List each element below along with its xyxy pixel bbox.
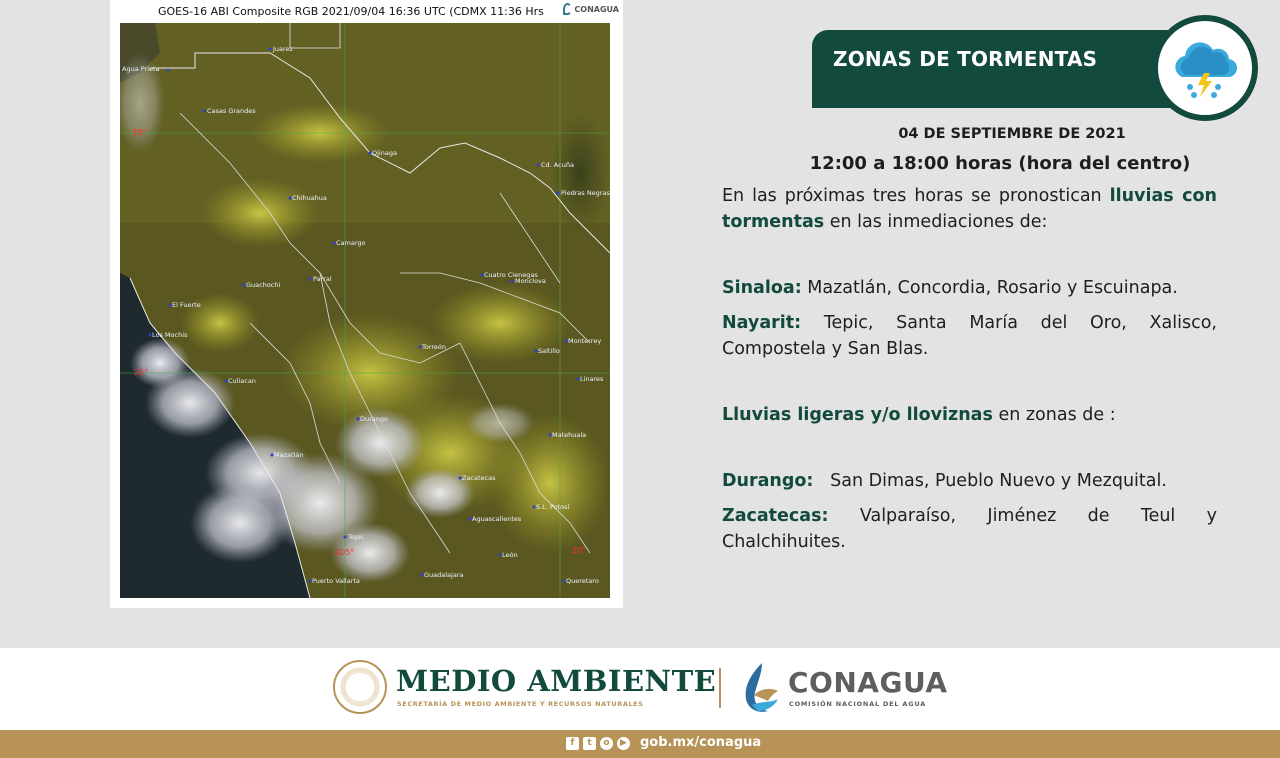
bottom-bar — [0, 730, 1280, 758]
social-links — [566, 737, 630, 750]
svg-text:Torreón: Torreón — [422, 343, 447, 351]
region-places: Mazatlán, Concordia, Rosario y Escuinapa. — [801, 278, 1178, 298]
svg-text:Saltillo: Saltillo — [538, 347, 560, 355]
intro-tail: en las inmediaciones de: — [824, 212, 1048, 232]
region-places: Tepic, Santa María del Oro, Xalisco, Compostela y San Blas. — [722, 313, 1217, 359]
footer — [0, 648, 1280, 730]
city-casas-grandes — [203, 107, 257, 115]
page-title: ZONAS DE TORMENTAS — [833, 47, 1098, 71]
storm-highlight: lluvias con tormentas — [722, 186, 1217, 232]
satellite-map — [120, 23, 610, 598]
coord-lat20: 20° — [572, 546, 587, 555]
svg-text:El Fuerte: El Fuerte — [172, 301, 201, 309]
svg-text:Agua Prieta: Agua Prieta — [122, 65, 160, 73]
twitter-icon[interactable]: t — [583, 737, 596, 750]
city-guadalajara — [421, 571, 464, 579]
city-leon — [499, 551, 518, 559]
city-monterrey — [565, 337, 602, 345]
city-el-fuerte — [169, 301, 201, 309]
light-region-zacatecas — [722, 503, 1217, 555]
satellite-conagua-logo — [563, 3, 619, 15]
svg-text:Parral: Parral — [313, 275, 332, 283]
national-seal-icon — [333, 660, 387, 714]
svg-text:Camargo: Camargo — [336, 239, 366, 247]
forecast-date: 04 DE SEPTIEMBRE DE 2021 — [898, 126, 1126, 142]
satellite-caption: GOES-16 ABI Composite RGB 2021/09/04 16:36 UTC (CDMX 11:36 Hrs — [158, 5, 544, 18]
city-guachochi — [243, 281, 281, 289]
city-juarez — [269, 45, 294, 53]
svg-text:Culiacan: Culiacan — [228, 377, 256, 385]
svg-text:Matehuala: Matehuala — [552, 431, 587, 439]
city-monclova — [511, 277, 546, 285]
city-mazatlan — [271, 451, 304, 459]
light-rain-highlight: Lluvias ligeras y/o lloviznas — [722, 405, 993, 425]
region-places: San Dimas, Pueblo Nuevo y Mezquital. — [813, 471, 1167, 491]
storm-region-nayarit — [722, 310, 1217, 362]
instagram-icon[interactable]: o — [600, 737, 613, 750]
svg-text:Durango: Durango — [360, 415, 389, 423]
coord-lon105: -105° — [332, 548, 355, 557]
svg-text:Monterrey: Monterrey — [568, 337, 602, 345]
coord-lat25: 25° — [134, 368, 149, 377]
region-state: Nayarit: — [722, 313, 802, 333]
satellite-panel — [110, 0, 623, 608]
svg-text:Ojinaga: Ojinaga — [372, 149, 397, 157]
city-camargo — [333, 239, 366, 247]
facebook-icon[interactable]: f — [566, 737, 579, 750]
light-region-durango — [722, 468, 1217, 494]
semarnat-name: MEDIO AMBIENTE — [396, 664, 717, 698]
storm-badge — [1152, 15, 1258, 121]
svg-text:Mazatlán: Mazatlán — [274, 451, 304, 459]
city-zacatecas — [459, 474, 497, 482]
conagua-subtitle: COMISIÓN NACIONAL DEL AGUA — [789, 700, 927, 708]
forecast-text — [722, 183, 1217, 555]
footer-divider — [719, 668, 721, 708]
satellite-image — [120, 23, 610, 598]
city-puerto-vallarta — [309, 577, 360, 585]
svg-text:Juarez: Juarez — [273, 45, 293, 53]
city-queretaro — [563, 577, 599, 585]
city-saltillo — [535, 347, 560, 355]
site-url-link[interactable]: gob.mx/conagua — [640, 735, 762, 750]
intro-text: En las próximas tres horas se pronostican — [722, 186, 1110, 206]
svg-text:Puerto Vallarta: Puerto Vallarta — [312, 577, 360, 585]
title-banner — [812, 30, 1198, 108]
svg-text:Aguascalientes: Aguascalientes — [472, 515, 522, 523]
conagua-logo-icon — [740, 661, 782, 715]
region-places: Valparaíso, Jiménez de Teul y Chalchihuites. — [722, 506, 1217, 552]
coord-lat30: 30° — [132, 128, 147, 137]
svg-text:Cd. Acuña: Cd. Acuña — [541, 161, 574, 169]
svg-text:Monclova: Monclova — [515, 277, 546, 285]
city-chihuahua — [289, 194, 327, 202]
city-torreon — [419, 343, 447, 351]
svg-text:Casas Grandes: Casas Grandes — [207, 107, 256, 115]
conagua-name: CONAGUA — [788, 666, 948, 699]
storm-region-sinaloa — [722, 275, 1217, 301]
region-state: Durango: — [722, 471, 814, 491]
city-culiacan — [225, 377, 256, 385]
svg-text:Guadalajara: Guadalajara — [424, 571, 464, 579]
city-piedras-negras — [557, 189, 611, 197]
region-state: Sinaloa: — [722, 278, 802, 298]
svg-text:Chihuahua: Chihuahua — [292, 194, 327, 202]
city-durango — [357, 415, 389, 423]
city-cd-acuna — [537, 161, 574, 169]
svg-text:Queretaro: Queretaro — [566, 577, 599, 585]
semarnat-subtitle: SECRETARÍA DE MEDIO AMBIENTE Y RECURSOS NATURALES — [397, 700, 644, 708]
city-linares — [577, 375, 605, 383]
satellite-logo-text: CONAGUA — [574, 4, 619, 14]
city-slp — [533, 503, 570, 511]
svg-text:Piedras Negras: Piedras Negras — [561, 189, 610, 197]
svg-text:Guachochi: Guachochi — [246, 281, 281, 289]
svg-text:Tepic: Tepic — [348, 533, 365, 541]
city-matehuala — [549, 431, 587, 439]
youtube-icon[interactable]: ▶ — [617, 737, 630, 750]
svg-text:León: León — [502, 551, 518, 559]
forecast-intro — [722, 183, 1217, 235]
svg-text:Los Mochis: Los Mochis — [152, 331, 188, 339]
conagua-drop-icon — [563, 3, 572, 15]
city-aguascalientes — [469, 515, 522, 523]
region-state: Zacatecas: — [722, 506, 829, 526]
forecast-time-range: 12:00 a 18:00 horas (hora del centro) — [809, 153, 1191, 174]
city-los-mochis — [149, 331, 189, 339]
light-rain-tail: en zonas de : — [992, 405, 1116, 425]
light-rain-intro — [722, 402, 1217, 428]
svg-text:Linares: Linares — [580, 375, 604, 383]
svg-text:S.L. Potosí: S.L. Potosí — [536, 503, 570, 511]
svg-text:Cuatro Cienegas: Cuatro Cienegas — [484, 271, 538, 279]
svg-text:Zacatecas: Zacatecas — [462, 474, 496, 482]
storm-cloud-icon — [1158, 21, 1252, 115]
city-ojinaga — [369, 149, 397, 157]
